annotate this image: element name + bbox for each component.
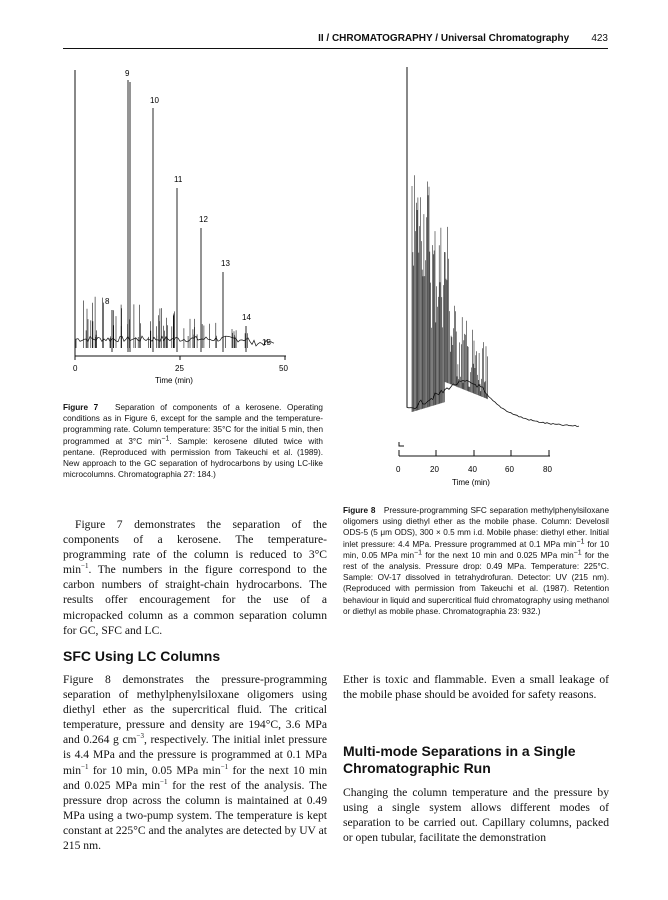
superscript: −3 <box>136 732 144 741</box>
fig8-tick-label-20: 20 <box>430 465 439 474</box>
fig7-baseline-trace <box>76 336 274 348</box>
fig7-baseline-noise <box>76 336 274 348</box>
body-text: for the rest of the analysis. The pressure drop across the column is maintained at 0.49 MPa using a two-pump system. The temperature is kept constant at 225°C and the analytes are detected by UV at 215 nm. <box>63 778 327 853</box>
fig8-x-axis-label: Time (min) <box>452 478 490 487</box>
section-heading-multimode: Multi-mode Separations in a Single Chromatographic Run <box>343 743 576 776</box>
body-text: for the next 10 min and 0.025 MPa min <box>63 763 328 792</box>
body-text: Changing the column temperature and the pressure by using a single system allows different modes of separation to be carried out. Capillary columns, packed or open tubular, facilitate the demonstration <box>343 786 609 845</box>
fig8-tick-label-60: 60 <box>505 465 514 474</box>
right-paragraph-1 <box>343 672 609 702</box>
peak-label-10: 10 <box>150 96 159 105</box>
superscript: −1 <box>81 562 89 571</box>
left-paragraph-1 <box>63 517 327 638</box>
peak-label-14: 14 <box>242 313 251 322</box>
peak-label-9: 9 <box>125 69 130 78</box>
superscript: −1 <box>220 762 229 771</box>
superscript: −1 <box>160 777 168 786</box>
section-heading-sfc: SFC Using LC Columns <box>63 648 221 664</box>
figure-7-caption-text-2: . Sample: kerosene diluted twice with pentane. (Reproduced with permission from Takeuchi et al. (1989). New approach to the GC separation of hydrocarbons by using LC-like microcolumns. Chromatographia 27: 184.) <box>63 436 323 480</box>
body-text: Figure 8 demonstrates the pressure-programming separation of methylphenylsiloxane oligomers using diethyl ether as the supercritical fluid. The critical temperature, pressure and density are 194°C, 3.6 MPa and 0.264 g cm <box>63 673 327 747</box>
figure-7-caption-text: Separation of components of a kerosene. Operating conditions as in Figure 6, except for the sample and the temperature-programming rate. Column temperature: 35°C for the initial 5 min, then programmed at 3°C min <box>63 403 323 446</box>
fig8-tick-label-40: 40 <box>468 465 477 474</box>
superscript: −1 <box>81 762 89 771</box>
peak-label-11: 11 <box>174 175 183 184</box>
fig8-tick-label-80: 80 <box>543 465 552 474</box>
fig7-x-axis-label: Time (min) <box>155 376 193 385</box>
header-rule <box>63 48 608 49</box>
fig7-tick-label-25: 25 <box>175 364 184 373</box>
figure-8-caption-text: Pressure-programming SFC separation methylphenylsiloxane oligomers using diethyl ether as the mobile phase. Column: Develosil ODS-5 (5 μm ODS), 300 × 0.5 mm i.d. Mobile phase: diethyl ether. Initial inlet pressure: 4.4 MPa. Pressure programmed at 0.1 MPa min <box>343 506 610 549</box>
running-title: II / CHROMATOGRAPHY / Universal Chromatography <box>318 33 570 44</box>
figure-8-caption <box>343 505 609 617</box>
page-number: 423 <box>591 33 608 44</box>
body-text: Figure 7 demonstrates the separation of the components of a kerosene. The temperature-programming rate of the column is reduced to 3°C min <box>63 518 327 577</box>
left-paragraph-2 <box>63 672 327 853</box>
caption-superscript: −1 <box>573 549 582 557</box>
peak-label-13: 13 <box>221 259 230 268</box>
peak-label-15: 15 <box>262 338 271 347</box>
figure-8-caption-text: for the rest of the analysis. Pressure drop: 0.49 MPa. Temperature: 225°C. Sample: OV-17 dissolved in tetrahydrofuran. Detector: UV (215 nm). (Reproduced with permission from Takeuchi et al. (1987). Retention behaviour in liquid and supercritical fluid chromatography using methanol or diethyl as mobile phase. Chromatographia 23: 932.) <box>343 550 609 616</box>
running-header <box>0 33 608 44</box>
figure-8-caption-text: for 10 min, 0.05 MPa min <box>343 539 610 560</box>
body-text: . The numbers in the figure correspond to the carbon numbers of straight-chain hydrocarbons. The results offer encouragement for the use of a micropacked column as a common separation column for GC, SFC and LC. <box>63 563 327 637</box>
peak-label-12: 12 <box>199 215 208 224</box>
fig7-tick-label-50: 50 <box>279 364 288 373</box>
caption-superscript: −1 <box>576 537 585 545</box>
figure-7-label: Figure 7 <box>63 403 99 412</box>
fig8-start-marker <box>399 442 404 446</box>
body-text: , respectively. The initial inlet pressure is 4.4 MPa and the pressure is programmed at 0.1 MPa min <box>63 733 327 777</box>
right-paragraph-2 <box>343 785 609 845</box>
fig7-tick-label-0: 0 <box>73 364 78 373</box>
fig8-tick-label-0: 0 <box>396 465 401 474</box>
figure-8-caption-text: for the next 10 min and 0.025 MPa min <box>422 550 574 560</box>
fig8-peaks <box>407 67 488 412</box>
caption-superscript: −1 <box>161 434 170 442</box>
body-text: for 10 min, 0.05 MPa min <box>88 763 221 777</box>
fig8-envelope <box>407 380 579 426</box>
body-text: Ether is toxic and flammable. Even a small leakage of the mobile phase should be avoided for safety reasons. <box>343 673 609 702</box>
figure-8-label: Figure 8 <box>343 506 376 515</box>
figure-8-chromatogram <box>390 62 612 494</box>
figure-7-chromatogram <box>60 60 310 390</box>
figure-7-caption <box>63 402 323 480</box>
peak-label-8: 8 <box>105 297 110 306</box>
fig7-peaks <box>83 80 268 352</box>
caption-superscript: −1 <box>414 549 423 557</box>
